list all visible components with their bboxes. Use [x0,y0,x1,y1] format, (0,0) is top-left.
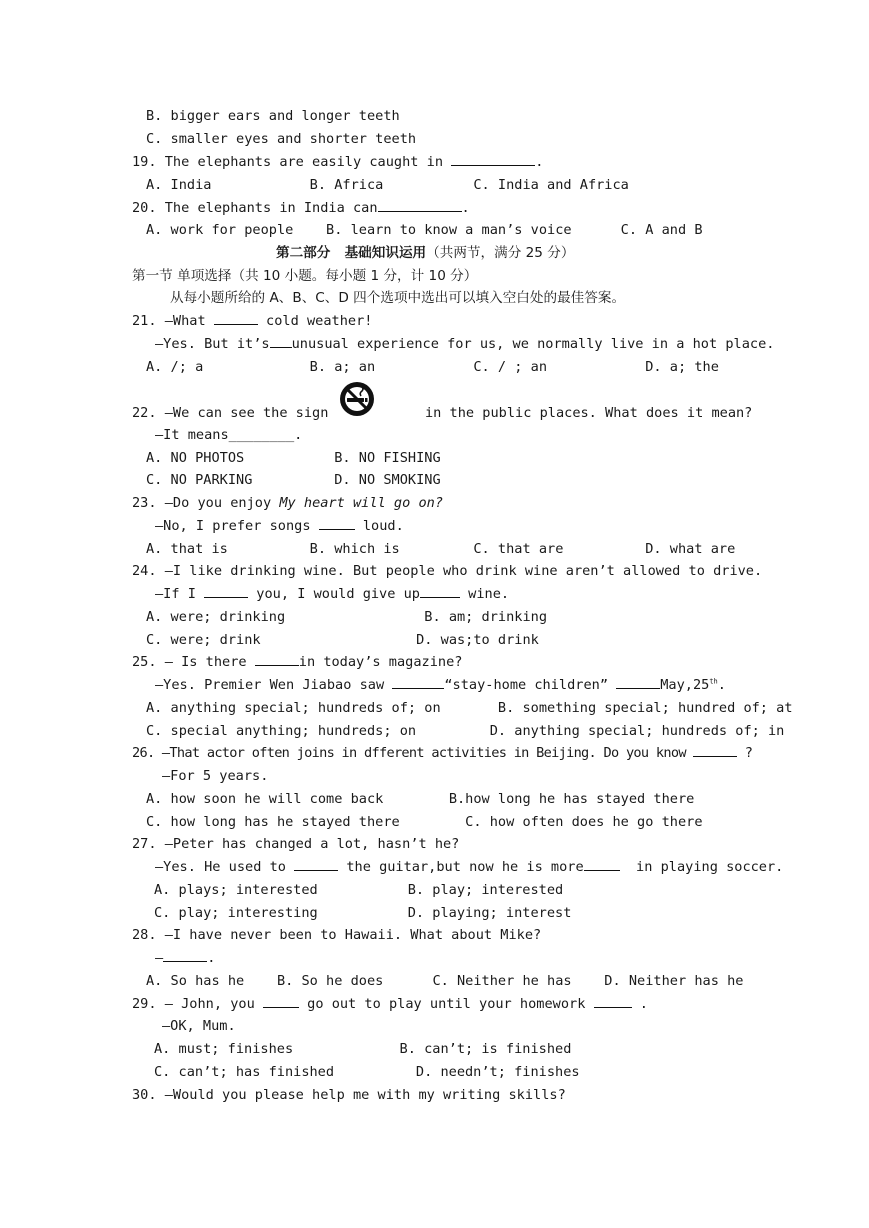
ordinal-suffix: th [709,677,718,686]
options-24a: A. were; drinking B. am; drinking [146,609,548,625]
question-25 [132,653,462,671]
answer-blank [584,858,620,871]
question-22-cont: in the public places. What does it mean? [425,405,753,421]
answer-blank [451,153,535,166]
question-28-reply: — . [155,950,216,966]
part2-note: （共两节，满分 25 分） [426,245,575,261]
question-23 [132,494,443,512]
answer-blank [255,653,299,666]
answer-blank [594,995,632,1008]
section-1-heading: 第一节 单项选择（共 10 小题。每小题 1 分，计 10 分） [132,268,478,284]
question-27: 27. —Peter has changed a lot, hasn’t he? [132,836,460,852]
answer-blank [378,199,462,212]
option-line: B. bigger ears and longer teeth [146,108,400,124]
options-28: A. So has he B. So he does C. Neither he has D. Neither has he [146,973,744,989]
options-24b: C. were; drink D. was;to drink [146,632,539,648]
options-21: A. /; a B. a; an C. / ; an D. a; the [146,359,719,375]
options-27b: C. play; interesting D. playing; interest [154,905,572,921]
question-text: —Yes. But it’s [155,336,270,352]
options-29b: C. can’t; has finished D. needn’t; finishes [154,1064,580,1080]
options-22a: A. NO PHOTOS B. NO FISHING [146,450,441,466]
question-23-reply [155,517,404,535]
no-smoking-icon [339,381,375,417]
question-text: ? [744,745,753,761]
question-21 [132,312,372,330]
question-text: 23. —Do you enjoy [132,495,272,511]
question-text: 20. The elephants in India can [132,200,378,216]
question-27-reply [155,858,783,876]
answer-blank [270,335,292,348]
options-27a: A. plays; interested B. play; interested [154,882,564,898]
question-text: cold weather! [266,313,373,329]
option-line: C. smaller eyes and shorter teeth [146,131,417,147]
question-text: the guitar,but now he is more [346,859,584,875]
question-25-reply: —Yes. Premier Wen Jiabao saw “stay-home children” May,25th. [155,677,726,693]
question-text: 19. The elephants are easily caught in [132,154,443,170]
answer-blank [263,995,299,1008]
question-text: 21. —What [132,313,206,329]
options-29a: A. must; finishes B. can’t; is finished [154,1041,572,1057]
question-28: 28. —I have never been to Hawaii. What about Mike? [132,927,542,943]
options-23: A. that is B. which is C. that are D. what are [146,541,736,557]
answer-blank [420,585,460,598]
question-text: loud. [362,518,404,534]
question-29: 29. — John, you go out to play until your homework . [132,996,648,1012]
question-29-reply: —OK, Mum. [162,1018,236,1034]
options-20: A. work for people B. learn to know a man’s voice C. A and B [146,222,703,238]
options-22b: C. NO PARKING D. NO SMOKING [146,472,441,488]
question-20: 20. The elephants in India can . [132,200,470,216]
answer-blank [319,517,355,530]
question-26 [132,744,752,762]
song-title: My heart will go on? [279,495,444,511]
answer-blank [392,676,444,689]
answer-blank [693,744,737,757]
question-22-reply: —It means________. [155,427,303,443]
question-text: — [155,950,164,966]
part2-heading [276,244,574,262]
options-25b: C. special anything; hundreds; on D. anything special; hundreds of; in [146,723,785,739]
question-text: “stay-home children” [444,677,609,693]
question-30: 30. —Would you please help me with my writing skills? [132,1087,566,1103]
question-21-reply [155,335,774,353]
question-24-reply [155,585,509,603]
question-24: 24. —I like drinking wine. But people who drink wine aren’t allowed to drive. [132,563,763,579]
answer-blank [616,676,660,689]
question-text: —No, I prefer songs [155,518,311,534]
options-26a: A. how soon he will come back B.how long he has stayed there [146,791,695,807]
question-text: 29. — John, you [132,996,255,1012]
question-text: 25. — Is there [132,654,247,670]
options-26b: C. how long has he stayed there C. how often does he go there [146,814,703,830]
answer-blank [294,858,338,871]
options-19: A. India B. Africa C. India and Africa [146,177,629,193]
question-text: wine. [468,586,510,602]
question-text: in today’s magazine? [298,654,463,670]
question-text: in playing soccer. [636,859,784,875]
question-text: go out to play until your homework [307,996,586,1012]
question-22: 22. —We can see the sign [132,405,329,421]
part2-title: 第二部分 基础知识运用 [276,245,427,261]
options-25a: A. anything special; hundreds of; on B. something special; hundred of; at [146,700,793,716]
question-26-reply: —For 5 years. [162,768,269,784]
question-text: you, I would give up [256,586,420,602]
answer-blank [214,312,258,325]
question-text: —Yes. He used to [155,859,286,875]
question-text: May,25 [660,677,710,693]
question-text: —If I [155,586,196,602]
question-19: 19. The elephants are easily caught in . [132,154,544,170]
question-text: —Yes. Premier Wen Jiabao saw [155,677,385,693]
answer-blank [204,585,248,598]
question-text: unusual experience for us, we normally live in a hot place. [291,336,775,352]
answer-blank [163,949,207,962]
question-text: 26. —That actor often joins in dfferent activities in Beijing. Do you know [132,745,686,761]
instruction: 从每小题所给的 A、B、C、D 四个选项中选出可以填入空白处的最佳答案。 [170,290,626,306]
